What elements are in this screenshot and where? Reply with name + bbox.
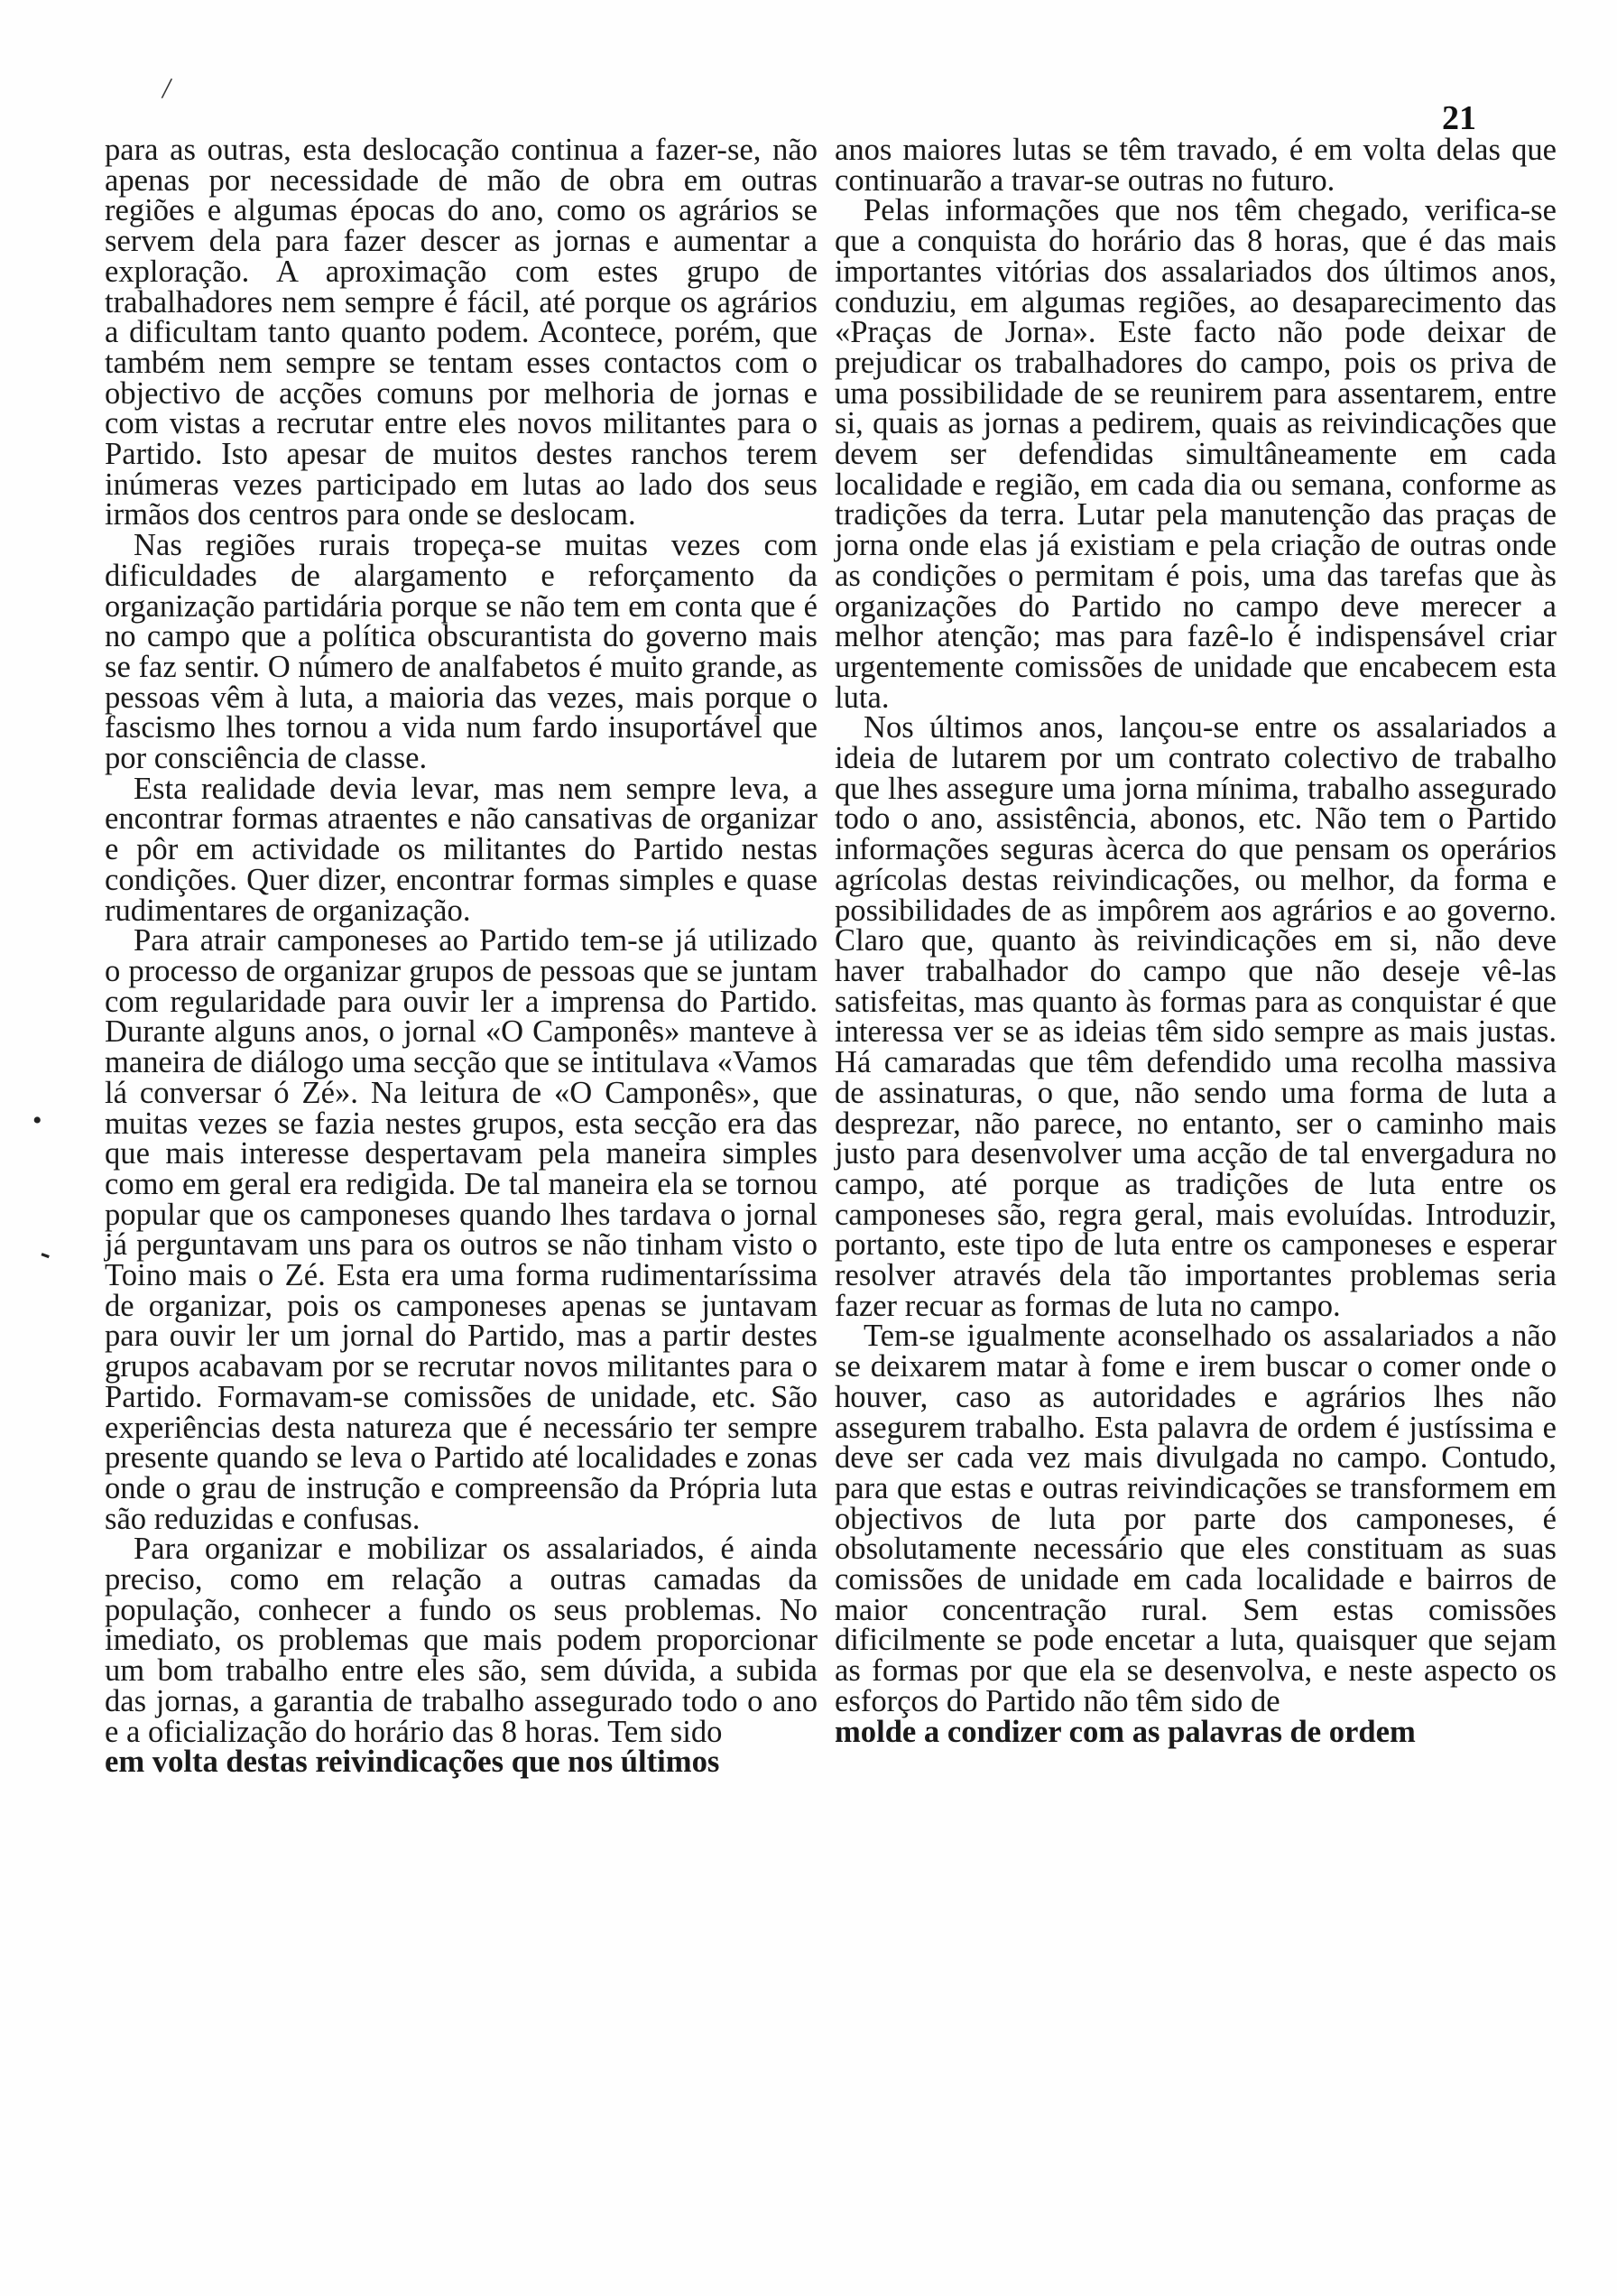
left-column	[105, 135, 818, 1778]
left-paragraph-3: Esta realidade devia levar, mas nem sempre leva, a encontrar formas atraentes e não cansativas de organizar e pôr em actividade os militantes do Partido nestas condições. Quer dizer, encontrar formas simples e quase rudimentares de organização.	[105, 771, 818, 928]
right-paragraph-4: Tem-se igualmente aconselhado os assalariados a não se deixarem matar à fome e irem buscar o comer onde o houver, caso as autoridades e agrários lhes não assegurem trabalho. Esta palavra de ordem é justíssima e deve ser cada vez mais divulgada no campo. Contudo, para que estas e outras reivindicações se transformem em objectivos de luta por parte dos camponeses, é obsolutamente necessário que eles constituam as suas comissões de unidade em cada localidade e bairros de maior concentração rural. Sem estas comissões dificilmente se pode encetar a luta, quaisquer que sejam as formas por que ela se desenvolva, e neste aspecto os esforços do Partido não têm sido de	[835, 1319, 1557, 1718]
margin-mark-dash: ⁃	[32, 1240, 57, 1273]
left-paragraph-1: para as outras, esta deslocação continua a fazer-se, não apenas por necessidade de mão de obra em outras regiões e algumas épocas do ano, como os agrários se servem dela para fazer descer as jornas e aumentar a exploração. A aproximação com estes grupo de trabalhadores nem sempre é fácil, até porque os agrários a dificultam tanto quanto podem. Acontece, porém, que também nem sempre se tentam esses contactos com o objectivo de acções comuns por melhoria de jornas e com vistas a recrutar entre eles novos militantes para o Partido. Isto apesar de muitos destes ranchos terem inúmeras vezes participado em lutas ao lado dos seus irmãos dos centros para onde se deslocam.	[105, 133, 818, 532]
left-paragraph-6: em volta destas reivindicações que nos últimos	[105, 1745, 720, 1780]
stray-pen-mark: /	[160, 71, 174, 106]
right-paragraph-5: molde a condizer com as palavras de ordem	[835, 1714, 1416, 1749]
right-paragraph-3: Nos últimos anos, lançou-se entre os assalariados a ideia de lutarem por um contrato colectivo de trabalho que lhes assegure uma jorna mínima, trabalho assegurado todo o ano, assistência, abonos, etc. Não tem o Partido informações seguras àcerca do que pensam os operários agrícolas destas reivindicações, ou melhor, da forma e possibilidades de as impôrem aos agrários e ao governo. Claro que, quanto às reivindicações em si, não deve haver trabalhador do campo que não deseje vê-las satisfeitas, mas quanto às formas para as conquistar é que interessa ver se as ideias têm sido sempre as mais justas. Há camaradas que têm defendido uma recolha massiva de assinaturas, o que, não sendo uma forma de luta a desprezar, não parece, no entanto, ser o caminho mais justo para desenvolver uma acção de tal envergadura no campo, até porque as tradições de luta entre os camponeses são, regra geral, mais evoluídas. Introduzir, portanto, este tipo de luta entre os camponeses e esperar resolver através dela tão importantes problemas seria fazer recuar as formas de luta no campo.	[835, 710, 1557, 1323]
left-paragraph-4: Para atrair camponeses ao Partido tem-se já utilizado o processo de organizar grupos de pessoas que se juntam com regularidade para ouvir ler a imprensa do Partido. Durante alguns anos, o jornal «O Camponês» manteve à maneira de diálogo uma secção que se intitulava «Vamos lá conversar ó Zé». Na leitura de «O Camponês», que muitas vezes se fazia nestes grupos, esta secção era das que mais interesse despertavam pela maneira simples como em geral era redigida. De tal maneira ela se tornou popular que os camponeses quando lhes tardava o jornal já perguntavam uns para os outros se não tinham visto o Toino mais o Zé. Esta era uma forma rudimentaríssima de organizar, pois os camponeses apenas se juntavam para ouvir ler um jornal do Partido, mas a partir destes grupos acabavam por se recrutar novos militantes para o Partido. Formavam-se comissões de unidade, etc. São experiências desta natureza que é necessário ter sempre presente quando se leva o Partido até localidades e zonas onde o grau de instrução e compreensão da Própria luta são reduzidas e confusas.	[105, 923, 818, 1536]
margin-mark-dot: •	[32, 1106, 42, 1135]
right-paragraph-1: anos maiores lutas se têm travado, é em volta delas que continuarão a travar-se outras no futuro.	[835, 133, 1557, 198]
left-paragraph-2: Nas regiões rurais tropeça-se muitas vezes com dificuldades de alargamento e reforçamento da organização partidária porque se não tem em conta que é no campo que a política obscurantista do governo mais se faz sentir. O número de analfabetos é muito grande, as pessoas vêm à luta, a maioria das vezes, mais porque o fascismo lhes tornou a vida num fardo insuportável que por consciência de classe.	[105, 528, 818, 776]
right-column	[835, 135, 1557, 1747]
left-paragraph-5: Para organizar e mobilizar os assalariados, é ainda preciso, como em relação a outras camadas da população, conhecer a fundo os seus problemas. No imediato, os problemas que mais podem proporcionar um bom trabalho entre eles são, sem dúvida, a subida das jornas, a garantia de trabalho assegurado todo o ano e a oficialização do horário das 8 horas. Tem sido	[105, 1532, 818, 1749]
right-paragraph-2: Pelas informações que nos têm chegado, verifica-se que a conquista do horário das 8 horas, que é das mais importantes vitórias dos assalariados dos últimos anos, conduziu, em algumas regiões, ao desaparecimento das «Praças de Jorna». Este facto não pode deixar de prejudicar os trabalhadores do campo, pois os priva de uma possibilidade de se reunirem para assentarem, entre si, quais as jornas a pedirem, quais as reivindicações que devem ser defendidas simultâneamente em cada localidade e região, em cada dia ou semana, conforme as tradições da terra. Lutar pela manutenção das praças de jorna onde elas já existiam e pela criação de outras onde as condições o permitam é pois, uma das tarefas que às organizações do Partido no campo deve merecer a melhor atenção; mas para fazê-lo é indispensável criar urgentemente comissões de unidade que encabecem esta luta.	[835, 193, 1557, 715]
page-number: 21	[1442, 99, 1476, 137]
